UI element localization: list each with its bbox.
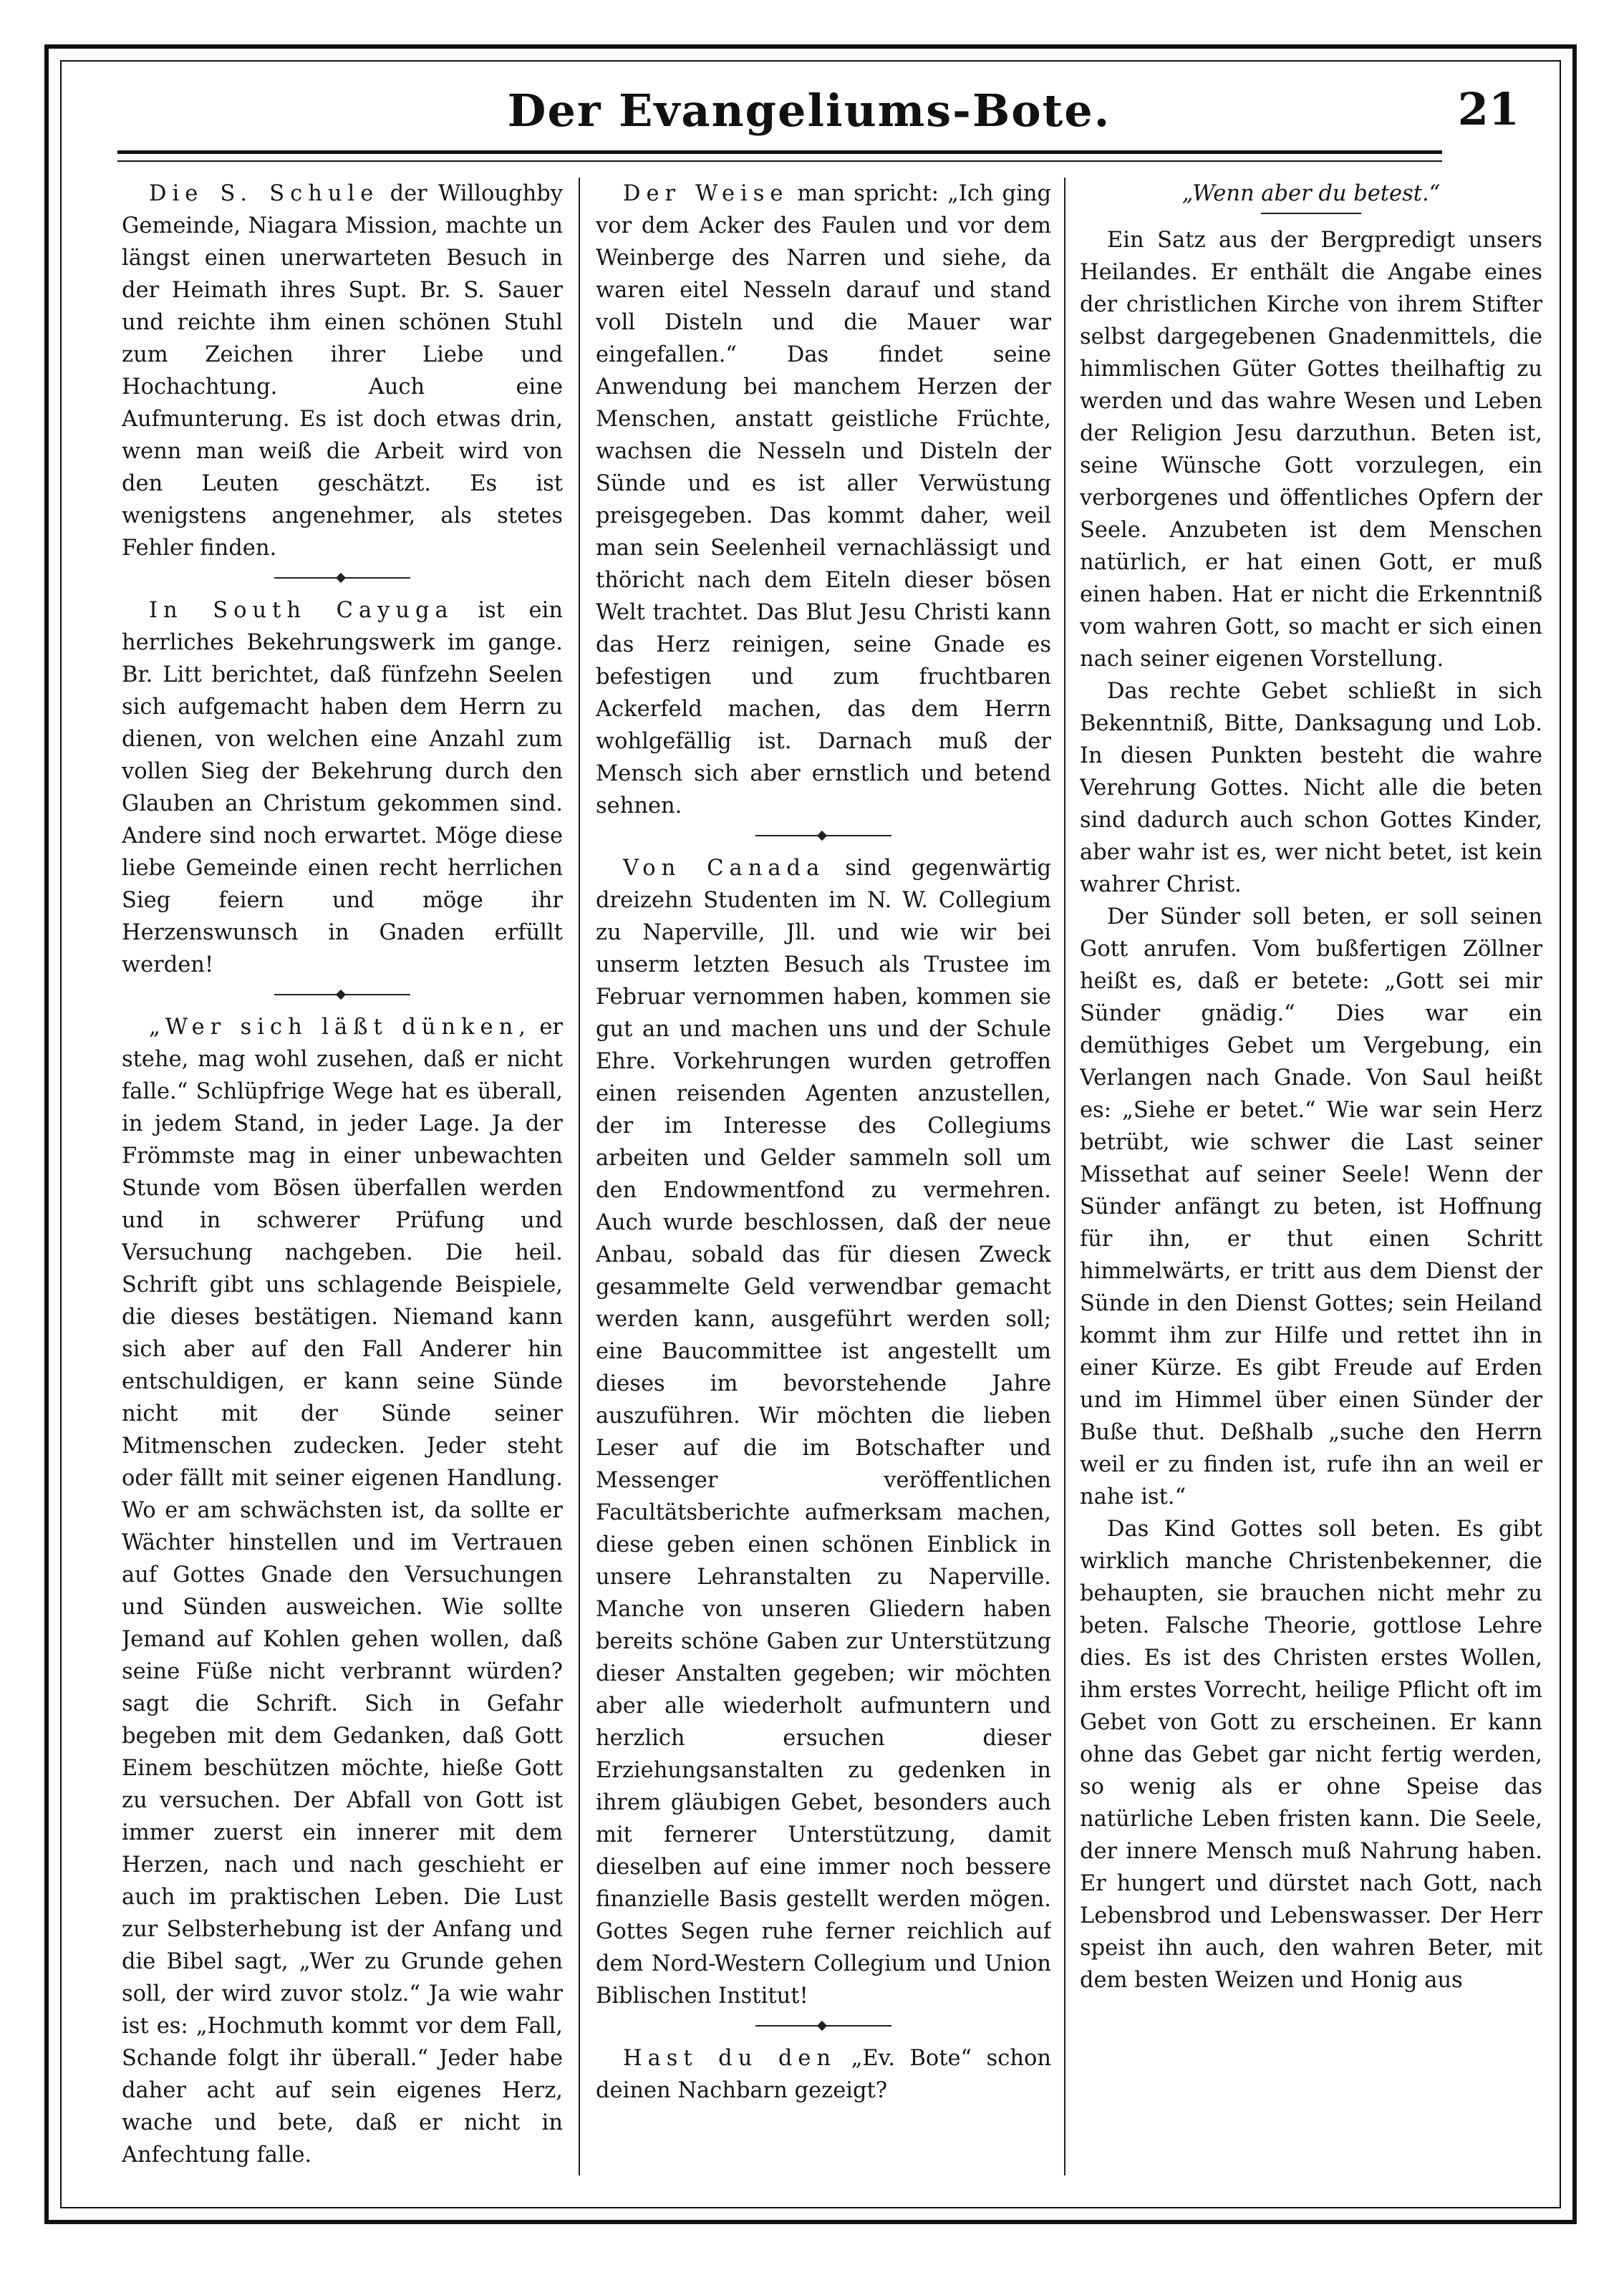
article-sunday-school (122, 178, 563, 564)
section-ornament (274, 574, 410, 581)
page-header (72, 72, 1547, 150)
article-der-weise (596, 178, 1051, 822)
article-lead: Von Canada (623, 856, 826, 881)
article-body: der Willoughby Gemeinde, Niagara Mission, machte un längst einen unerwarteten Besuch in der Heimath ihres Supt. Br. S. Sauer und reichte ihm einen schönen Stuhl zum Zeichen ihrer Liebe und Hochachtung. Auch eine Aufmunterung. Es ist doch etwas drin, wenn man weiß die Arbeit wird von den Leuten geschätzt. Es ist wenigstens angenehmer, als stetes Fehler finden. (122, 181, 563, 561)
article-hast-du (596, 2042, 1051, 2107)
article-lead: Der Weise (623, 181, 789, 206)
article-body: man spricht: „Ich ging vor dem Acker des Faulen und vor dem Weinberge des Narren und siehe, da waren eitel Nesseln darauf und stand voll Disteln und die Mauer war eingefallen.“ Das findet seine Anwendung bei manchem Herzen der Menschen, anstatt geistliche Früchte, wachsen die Nesseln und Disteln der Sünde und es ist aller Verwüstung preisgegeben. Das kommt daher, weil man sein Seelenheil vernachlässigt und thöricht nach dem Eiteln dieser bösen Welt trachtet. Das Blut Jesu Christi kann das Herz reinigen, seine Gnade es befestigen und zum fruchtbaren Ackerfeld machen, das dem Herrn wohlgefällig ist. Darnach muß der Mensch sich aber ernstlich und betend sehnen. (596, 181, 1051, 818)
article-paragraph: Das Kind Gottes soll beten. Es gibt wirklich manche Christenbekenner, die behaupten, sie brauchen nicht mehr zu beten. Falsche Theorie, gottlose Lehre dies. Es ist des Christen erstes Wollen, ihm erstes Vorrecht, heilige Pflicht oft im Gebet von Gott zu erscheinen. Er kann ohne das Gebet gar nicht fertig werden, so wenig als er ohne Speise das natürliche Leben fristen kann. Die Seele, der innere Mensch muß Nahrung haben. Er hungert und dürstet nach Gott, nach Lebensbrod und Lebenswasser. Der Herr speist ihn auch, den wahren Beter, mit dem besten Weizen und Honig aus (1080, 1517, 1542, 1993)
column-divider (579, 178, 580, 2175)
article-von-canada (596, 852, 1051, 2012)
section-ornament (755, 832, 891, 839)
article-body: sind gegenwärtig dreizehn Studenten im N. W. Collegium zu Naperville, Jll. und wie wir bei unserm letzten Besuch als Trustee im Februar vernommen haben, kommen sie gut an und machen uns und der Schule Ehre. Vorkehrungen wurden getroffen einen reisenden Agenten anzustellen, der im Interesse des Collegiums arbeiten und Gelder sammeln soll um den Endowmentfond zu vermehren. Auch wurde beschlossen, daß der neue Anbau, sobald das für diesen Zweck gesammelte Geld verwendbar gemacht werden kann, ausgeführt werden soll; eine Baucommittee ist angestellt um dieses im bevorstehende Jahre auszuführen. Wir möchten die lieben Leser auf die im Botschafter und Messenger veröffentlichen Facultätsberichte aufmerksam machen, diese geben einen schönen Einblick in unsere Lehranstalten zu Naperville. Manche von unseren Gliedern haben bereits schöne Gaben zur Unterstützung dieser Anstalten gegeben; wir möchten aber alle wiederholt aufmuntern und herzlich ersuchen dieser Erziehungsanstalten zu gedenken in ihrem gläubigen Gebet, besonders auch mit fernerer Unterstützung, damit dieselben auf eine immer noch bessere finanzielle Basis gestellt werden mögen. Gottes Segen ruhe ferner reichlich auf dem Nord-Western Collegium und Union Biblischen Institut! (596, 856, 1051, 2009)
article-lead: Die S. Schule (149, 181, 380, 206)
column-right (1080, 178, 1542, 2168)
article-lead: Hast du den (623, 2046, 837, 2071)
article-title: „Wenn aber du betest.“ (1181, 181, 1441, 206)
column-left (122, 178, 563, 2168)
section-ornament (274, 991, 410, 998)
article-body: ist ein herrliches Bekehrungswerk im gange. Br. Litt berichtet, daß fünfzehn Seelen sich aufgemacht haben dem Herrn zu dienen, von welchen eine Anzahl zum vollen Sieg der Bekehrung durch den Glauben an Christum gekommen sind. Andere sind noch erwartet. Möge diese liebe Gemeinde einen recht herrlichen Sieg feiern und möge ihr Herzenswunsch in Gnaden erfüllt werden! (122, 598, 563, 977)
column-divider (1064, 178, 1065, 2175)
article-paragraph: Der Sünder soll beten, er soll seinen Gott anrufen. Vom bußfertigen Zöllner heißt es, daß er betete: „Gott sei mir Sünder gnädig.“ Dies war ein demüthiges Gebet um Vergebung, ein Verlangen nach Gnade. Von Saul heißt es: „Siehe er betet.“ Wie war sein Herz betrübt, wie schwer die Last seiner Missethat auf seiner Seele! Wenn der Sünder anfängt zu beten, ist Hoffnung für ihn, er thut einen Schritt himmelwärts, er tritt aus dem Dienst der Sünde in den Dienst Gottes; sein Heiland kommt ihm zur Hilfe und rettet ihn in einer Kürze. Es gibt Freude auf Erden und im Himmel über einen Sünder der Buße thut. Deßhalb „suche den Herrn weil er zu finden ist, rufe ihn an weil er nahe ist.“ (1080, 904, 1542, 1509)
title-rule (1261, 213, 1361, 214)
article-lead: In South Cayuga (149, 598, 454, 623)
page-number: 21 (1457, 83, 1519, 135)
section-ornament (755, 2022, 891, 2029)
newspaper-title: Der Evangeliums-Bote. (507, 84, 1111, 137)
header-rule-thin (117, 160, 1442, 162)
article-body: „Ev. Bote“ schon deinen Nachbarn gezeigt? (596, 2046, 1051, 2103)
article-paragraph: Das rechte Gebet schließt in sich Bekenntniß, Bitte, Danksagung und Lob. In diesen Punkten besteht die wahre Verehrung Gottes. Nicht alle die beten sind dadurch auch schon Gottes Kinder, aber wahr ist es, wer nicht betet, ist kein wahrer Christ. (1080, 679, 1542, 897)
article-paragraph: Ein Satz aus der Bergpredigt unsers Heilandes. Er enthält die Angabe eines der christlichen Kirche von ihrem Stifter selbst dargegebenen Gnadenmittels, die himmlischen Güter Gottes theilhaftig zu werden und das wahre Wesen und Leben der Religion Jesu darzuthun. Beten ist, seine Wünsche Gott vorzulegen, ein verborgenes und öffentliches Opfern der Seele. Anzubeten ist dem Menschen natürlich, er hat einen Gott, er muß einen haben. Hat er nicht die Erkenntniß vom wahren Gott, so macht er sich einen nach seiner eigenen Vorstellung. (1080, 228, 1542, 672)
column-middle (596, 178, 1051, 2168)
article-south-cayuga (122, 594, 563, 981)
article-wer-sich (122, 1011, 563, 2168)
article-lead: „Wer sich läßt dünken, (149, 1015, 531, 1040)
article-body: er stehe, mag wohl zusehen, daß er nicht falle.“ Schlüpfrige Wege hat es überall, in jedem Stand, in jeder Lage. Ja der Frömmste mag in einer unbewachten Stunde vom Bösen überfallen werden und in schwerer Prüfung und Versuchung nachgeben. Die heil. Schrift gibt uns schlagende Beispiele, die dieses bestätigen. Niemand kann sich aber auf den Fall Anderer hin entschuldigen, er kann seine Sünde nicht mit der Sünde seiner Mitmenschen zudecken. Jeder steht oder fällt mit seiner eigenen Handlung. Wo er am schwächsten ist, da sollte er Wächter hinstellen und im Vertrauen auf Gottes Gnade den Versuchungen und Sünden ausweichen. Wie sollte Jemand auf Kohlen gehen wollen, daß seine Füße nicht verbrannt würden? sagt die Schrift. Sich in Gefahr begeben mit dem Gedanken, daß Gott Einem beschützen möchte, hieße Gott zu versuchen. Der Abfall von Gott ist immer zuerst ein innerer mit dem Herzen, nach und nach geschieht er auch im praktischen Leben. Die Lust zur Selbsterhebung ist der Anfang und die Bibel sagt, „Wer zu Grunde gehen soll, der wird zuvor stolz.“ Ja wie wahr ist es: „Hochmuth kommt vor dem Fall, Schande folgt ihr überall.“ Jeder habe daher acht auf sein eigenes Herz, wache und bete, daß er nicht in Anfechtung falle. (122, 1015, 563, 2168)
header-rule-thick (117, 150, 1442, 154)
